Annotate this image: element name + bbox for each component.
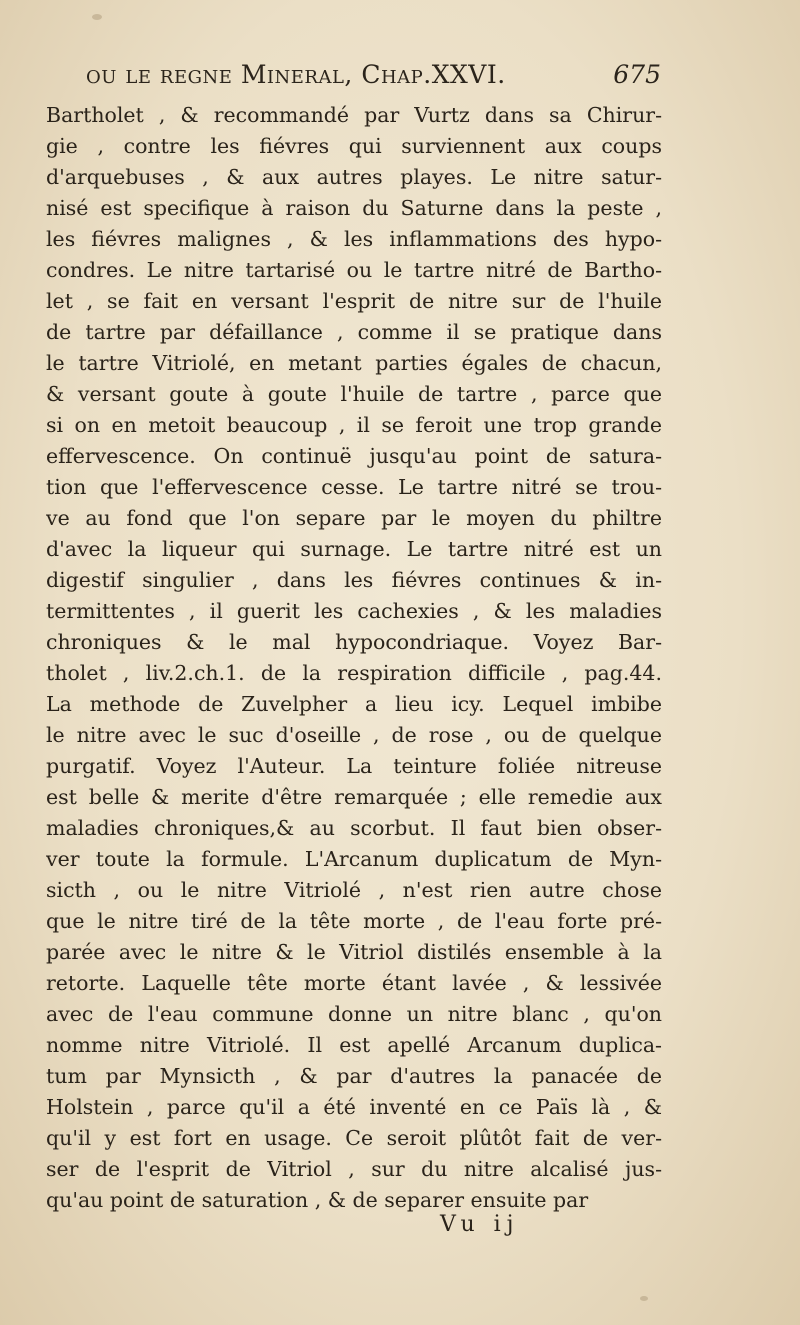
text-line: Bartholet , & recommandé par Vurtz dans sa Chirur- (46, 103, 662, 127)
text-line: tum par Mynsicth , & par d'autres la panacée de (46, 1064, 662, 1088)
text-line: tion que l'effervescence cesse. Le tartre nitré se trou- (46, 475, 662, 499)
text-line: d'arquebuses , & aux autres playes. Le nitre satur- (46, 165, 662, 189)
text-line: tholet , liv.2.ch.1. de la respiration difficile , pag.44. (46, 661, 662, 685)
text-line: retorte. Laquelle tête morte étant lavée , & lessivée (46, 971, 662, 995)
text-line: ser de l'esprit de Vitriol , sur du nitre alcalisé jus- (46, 1157, 662, 1181)
text-line: les fiévres malignes , & les inflammations des hypo- (46, 227, 662, 251)
paper-stain (92, 14, 102, 20)
running-title: ou le regne Mineral, Chap.XXVI. (86, 60, 506, 89)
text-line: d'avec la liqueur qui surnage. Le tartre nitré est un (46, 537, 662, 561)
text-line: purgatif. Voyez l'Auteur. La teinture foliée nitreuse (46, 754, 662, 778)
text-line: nomme nitre Vitriolé. Il est apellé Arcanum duplica- (46, 1033, 662, 1057)
text-line: parée avec le nitre & le Vitriol distilés ensemble à la (46, 940, 662, 964)
paper-stain (640, 1296, 648, 1301)
text-line: ve au fond que l'on separe par le moyen du philtre (46, 506, 662, 530)
text-line: maladies chroniques,& au scorbut. Il faut bien obser- (46, 816, 662, 840)
text-block (46, 100, 662, 1216)
signature-mark: Vu ij (440, 1212, 520, 1237)
text-line: effervescence. On continuë jusqu'au point de satura- (46, 444, 662, 468)
text-line: chroniques & le mal hypocondriaque. Voyez Bar- (46, 630, 662, 654)
text-line: le tartre Vitriolé, en metant parties égales de chacun, (46, 351, 662, 375)
text-line: avec de l'eau commune donne un nitre blanc , qu'on (46, 1002, 662, 1026)
text-line: est belle & merite d'être remarquée ; elle remedie aux (46, 785, 662, 809)
text-line: ver toute la formule. L'Arcanum duplicatum de Myn- (46, 847, 662, 871)
text-line: gie , contre les fiévres qui surviennent aux coups (46, 134, 662, 158)
text-line: let , se fait en versant l'esprit de nitre sur de l'huile (46, 289, 662, 313)
page-number: 675 (613, 60, 661, 89)
text-line: sicth , ou le nitre Vitriolé , n'est rien autre chose (46, 878, 662, 902)
text-line: & versant goute à goute l'huile de tartre , parce que (46, 382, 662, 406)
running-header (86, 60, 661, 100)
text-line: Holstein , parce qu'il a été inventé en ce Païs là , & (46, 1095, 662, 1119)
text-line: La methode de Zuvelpher a lieu icy. Lequel imbibe (46, 692, 662, 716)
text-line: condres. Le nitre tartarisé ou le tartre nitré de Bartho- (46, 258, 662, 282)
text-line: de tartre par défaillance , comme il se pratique dans (46, 320, 662, 344)
text-line: digestif singulier , dans les fiévres continues & in- (46, 568, 662, 592)
text-line: qu'au point de saturation , & de separer ensuite par (46, 1188, 589, 1212)
text-line: termittentes , il guerit les cachexies , & les maladies (46, 599, 662, 623)
text-line: si on en metoit beaucoup , il se feroit une trop grande (46, 413, 662, 437)
text-line: que le nitre tiré de la tête morte , de l'eau forte pré- (46, 909, 662, 933)
text-line: qu'il y est fort en usage. Ce seroit plûtôt fait de ver- (46, 1126, 662, 1150)
text-line: nisé est specifique à raison du Saturne dans la peste , (46, 196, 662, 220)
text-line: le nitre avec le suc d'oseille , de rose , ou de quelque (46, 723, 662, 747)
